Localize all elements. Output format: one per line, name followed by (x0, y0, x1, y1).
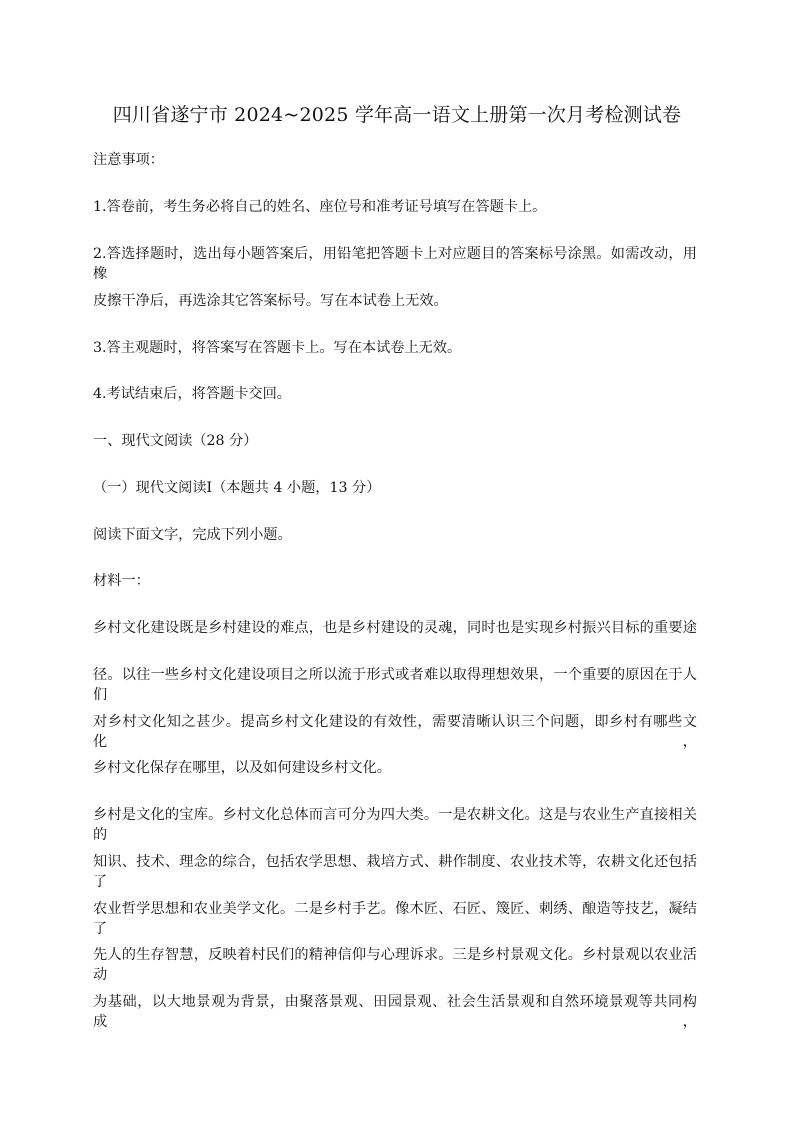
notes-heading: 注意事项： (93, 152, 164, 168)
note-item: 1.答卷前，考生务必将自己的姓名、座位号和准考证号填写在答题卡上。 (93, 199, 547, 215)
document-title: 四川省遂宁市 2024~2025 学年高一语文上册第一次月考检测试卷 (112, 104, 682, 126)
note-item: 3.答主观题时，将答案写在答题卡上。写在本试卷上无效。 (93, 340, 462, 356)
paragraph-line: 径。以往一些乡村文化建设项目之所以流于形式或者难以取得理想效果，一个重要的原因在于人们 (93, 667, 697, 703)
paragraph-line: 乡村是文化的宝库。乡村文化总体而言可分为四大类。一是农耕文化。这是与农业生产直接相关的 (93, 807, 697, 843)
material-label: 材料一： (93, 573, 150, 589)
paragraph-line: 乡村文化建设既是乡村建设的难点，也是乡村建设的灵魂，同时也是实现乡村振兴目标的重要途 (93, 620, 697, 636)
paragraph-line: 为基础，以大地景观为背景，由聚落景观、田园景观、社会生活景观和自然环境景观等共同构成， (93, 994, 697, 1030)
note-item: 4.考试结束后，将答题卡交回。 (93, 386, 291, 402)
note-item-continued: 皮擦干净后，再选涂其它答案标号。写在本试卷上无效。 (93, 293, 448, 309)
paragraph-line: 先人的生存智慧，反映着村民们的精神信仰与心理诉求。三是乡村景观文化。乡村景观以农业活动 (93, 947, 697, 983)
paragraph-line: 乡村文化保存在哪里，以及如何建设乡村文化。 (93, 760, 391, 776)
paragraph-line: 农业哲学思想和农业美学文化。二是乡村手艺。像木匠、石匠、篾匠、刺绣、酿造等技艺，凝结了 (93, 901, 697, 937)
section-heading: 一、现代文阅读（28 分） (93, 433, 258, 449)
subsection-heading: （一）现代文阅读Ⅰ（本题共 4 小题，13 分） (93, 480, 381, 496)
note-item: 2.答选择题时，选出每小题答案后，用铅笔把答题卡上对应题目的答案标号涂黑。如需改动，用橡 (93, 246, 697, 282)
paragraph-line: 知识、技术、理念的综合，包括农学思想、栽培方式、耕作制度、农业技术等，农耕文化还包括了 (93, 854, 697, 890)
paragraph-line: 对乡村文化知之甚少。提高乡村文化建设的有效性，需要清晰认识三个问题，即乡村有哪些文化， (93, 714, 697, 750)
reading-instruction: 阅读下面文字，完成下列小题。 (93, 527, 292, 543)
